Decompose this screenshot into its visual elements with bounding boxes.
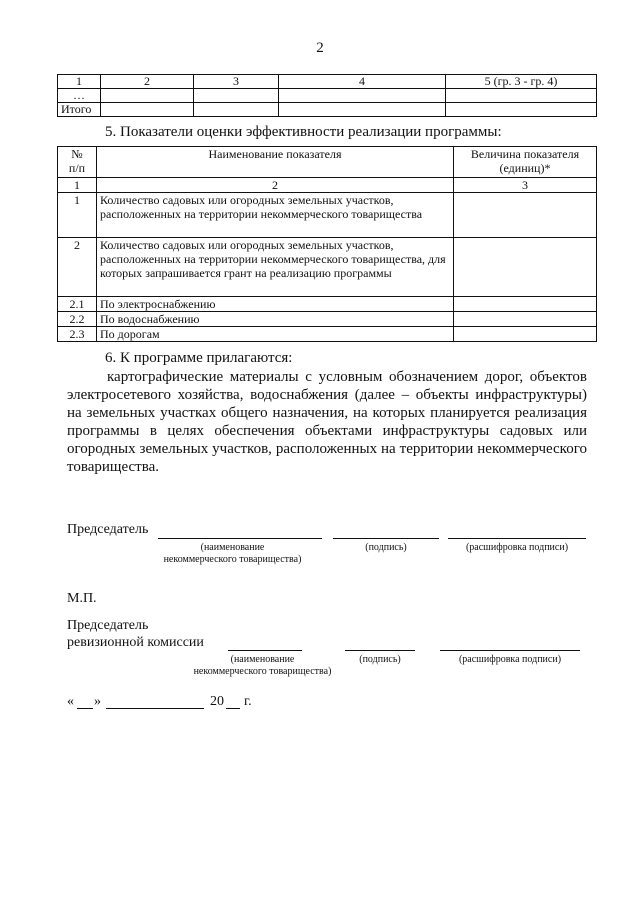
table-cell: 2 bbox=[101, 75, 194, 89]
table-cell: Количество садовых или огородных земельных участков, расположенных на территории некоммерческого товарищества, для которых запрашивается грант на реализацию программы bbox=[97, 238, 454, 297]
table-cell: 2.2 bbox=[58, 312, 97, 327]
org-caption: (наименование некоммерческого товарищества) bbox=[163, 542, 302, 565]
table-cell: 4 bbox=[279, 75, 446, 89]
table-row bbox=[58, 103, 597, 117]
audit-decode-line bbox=[440, 650, 580, 651]
table-cell bbox=[194, 89, 279, 103]
sign-caption: (подпись) bbox=[365, 542, 407, 553]
table-cell bbox=[454, 238, 597, 297]
table-row bbox=[58, 327, 597, 342]
table-row bbox=[58, 238, 597, 297]
table-cell: 3 bbox=[194, 75, 279, 89]
section5-title: 5. Показатели оценки эффективности реализации программы: bbox=[105, 124, 502, 140]
date-close-quote: » bbox=[94, 694, 101, 709]
table-row bbox=[58, 75, 597, 89]
table-cell bbox=[101, 89, 194, 103]
audit-org-caption: (наименование некоммерческого товарищества) bbox=[193, 654, 332, 677]
finance-table bbox=[57, 74, 597, 117]
table-cell: По водоснабжению bbox=[97, 312, 454, 327]
col-name-header: Наименование показателя bbox=[97, 147, 454, 178]
col-value-header: Величина показателя (единиц)* bbox=[454, 147, 597, 178]
decode-caption: (расшифровка подписи) bbox=[465, 542, 569, 553]
col-num-header: № п/п bbox=[58, 147, 97, 178]
page-number: 2 bbox=[316, 40, 324, 56]
table-cell bbox=[279, 103, 446, 117]
indicators-table bbox=[57, 146, 597, 342]
table-cell: 3 bbox=[454, 178, 597, 193]
date-open-quote: « bbox=[67, 694, 74, 709]
section6-title: 6. К программе прилагаются: bbox=[105, 350, 293, 366]
table-cell bbox=[454, 327, 597, 342]
table-cell: 5 (гр. 3 - гр. 4) bbox=[446, 75, 597, 89]
table-cell bbox=[194, 103, 279, 117]
table-row bbox=[58, 147, 597, 178]
table-row bbox=[58, 178, 597, 193]
table-cell bbox=[279, 89, 446, 103]
table-row bbox=[58, 89, 597, 103]
table-cell: По электроснабжению bbox=[97, 297, 454, 312]
table-cell: 2.3 bbox=[58, 327, 97, 342]
date-year-prefix: 20 bbox=[210, 694, 224, 709]
stamp-label: М.П. bbox=[67, 591, 97, 606]
chairman-label: Председатель bbox=[67, 522, 149, 537]
table-cell: По дорогам bbox=[97, 327, 454, 342]
table-cell: 1 bbox=[58, 178, 97, 193]
audit-label-1: Председатель bbox=[67, 618, 149, 633]
table-cell: 2 bbox=[97, 178, 454, 193]
table-cell: 2 bbox=[58, 238, 97, 297]
table-cell: Итого bbox=[58, 103, 101, 117]
table-cell bbox=[101, 103, 194, 117]
table-cell: 1 bbox=[58, 193, 97, 238]
table-cell bbox=[454, 193, 597, 238]
table-cell bbox=[454, 297, 597, 312]
decode-line bbox=[448, 538, 586, 539]
table-row bbox=[58, 297, 597, 312]
table-row bbox=[58, 193, 597, 238]
date-suffix: г. bbox=[244, 694, 252, 709]
table-cell: 1 bbox=[58, 75, 101, 89]
table-cell bbox=[446, 103, 597, 117]
section6-text: картографические материалы с условным обозначением дорог, объектов электросетевого хозяйства, водоснабжения (далее – объекты инфраструктуры) на земельных участках общего назначения, на которых планируется реализация программы в целях обеспечения объектами инфраструктуры садовых или огородных земельных участков, расположенных на территории некоммерческого товарищества. bbox=[67, 369, 587, 475]
audit-signature-line bbox=[345, 650, 415, 651]
audit-label-2: ревизионной комиссии bbox=[67, 635, 204, 650]
date-month-line bbox=[106, 708, 204, 709]
signature-line bbox=[333, 538, 439, 539]
table-cell bbox=[446, 89, 597, 103]
org-name-line bbox=[158, 538, 322, 539]
audit-sign-caption: (подпись) bbox=[359, 654, 401, 665]
table-cell: 2.1 bbox=[58, 297, 97, 312]
audit-org-line bbox=[228, 650, 302, 651]
table-cell bbox=[454, 312, 597, 327]
date-day-line bbox=[77, 708, 93, 709]
table-cell: Количество садовых или огородных земельных участков, расположенных на территории некоммерческого товарищества bbox=[97, 193, 454, 238]
table-cell: … bbox=[58, 89, 101, 103]
date-year-line bbox=[226, 708, 240, 709]
table-row bbox=[58, 312, 597, 327]
audit-decode-caption: (расшифровка подписи) bbox=[458, 654, 562, 665]
